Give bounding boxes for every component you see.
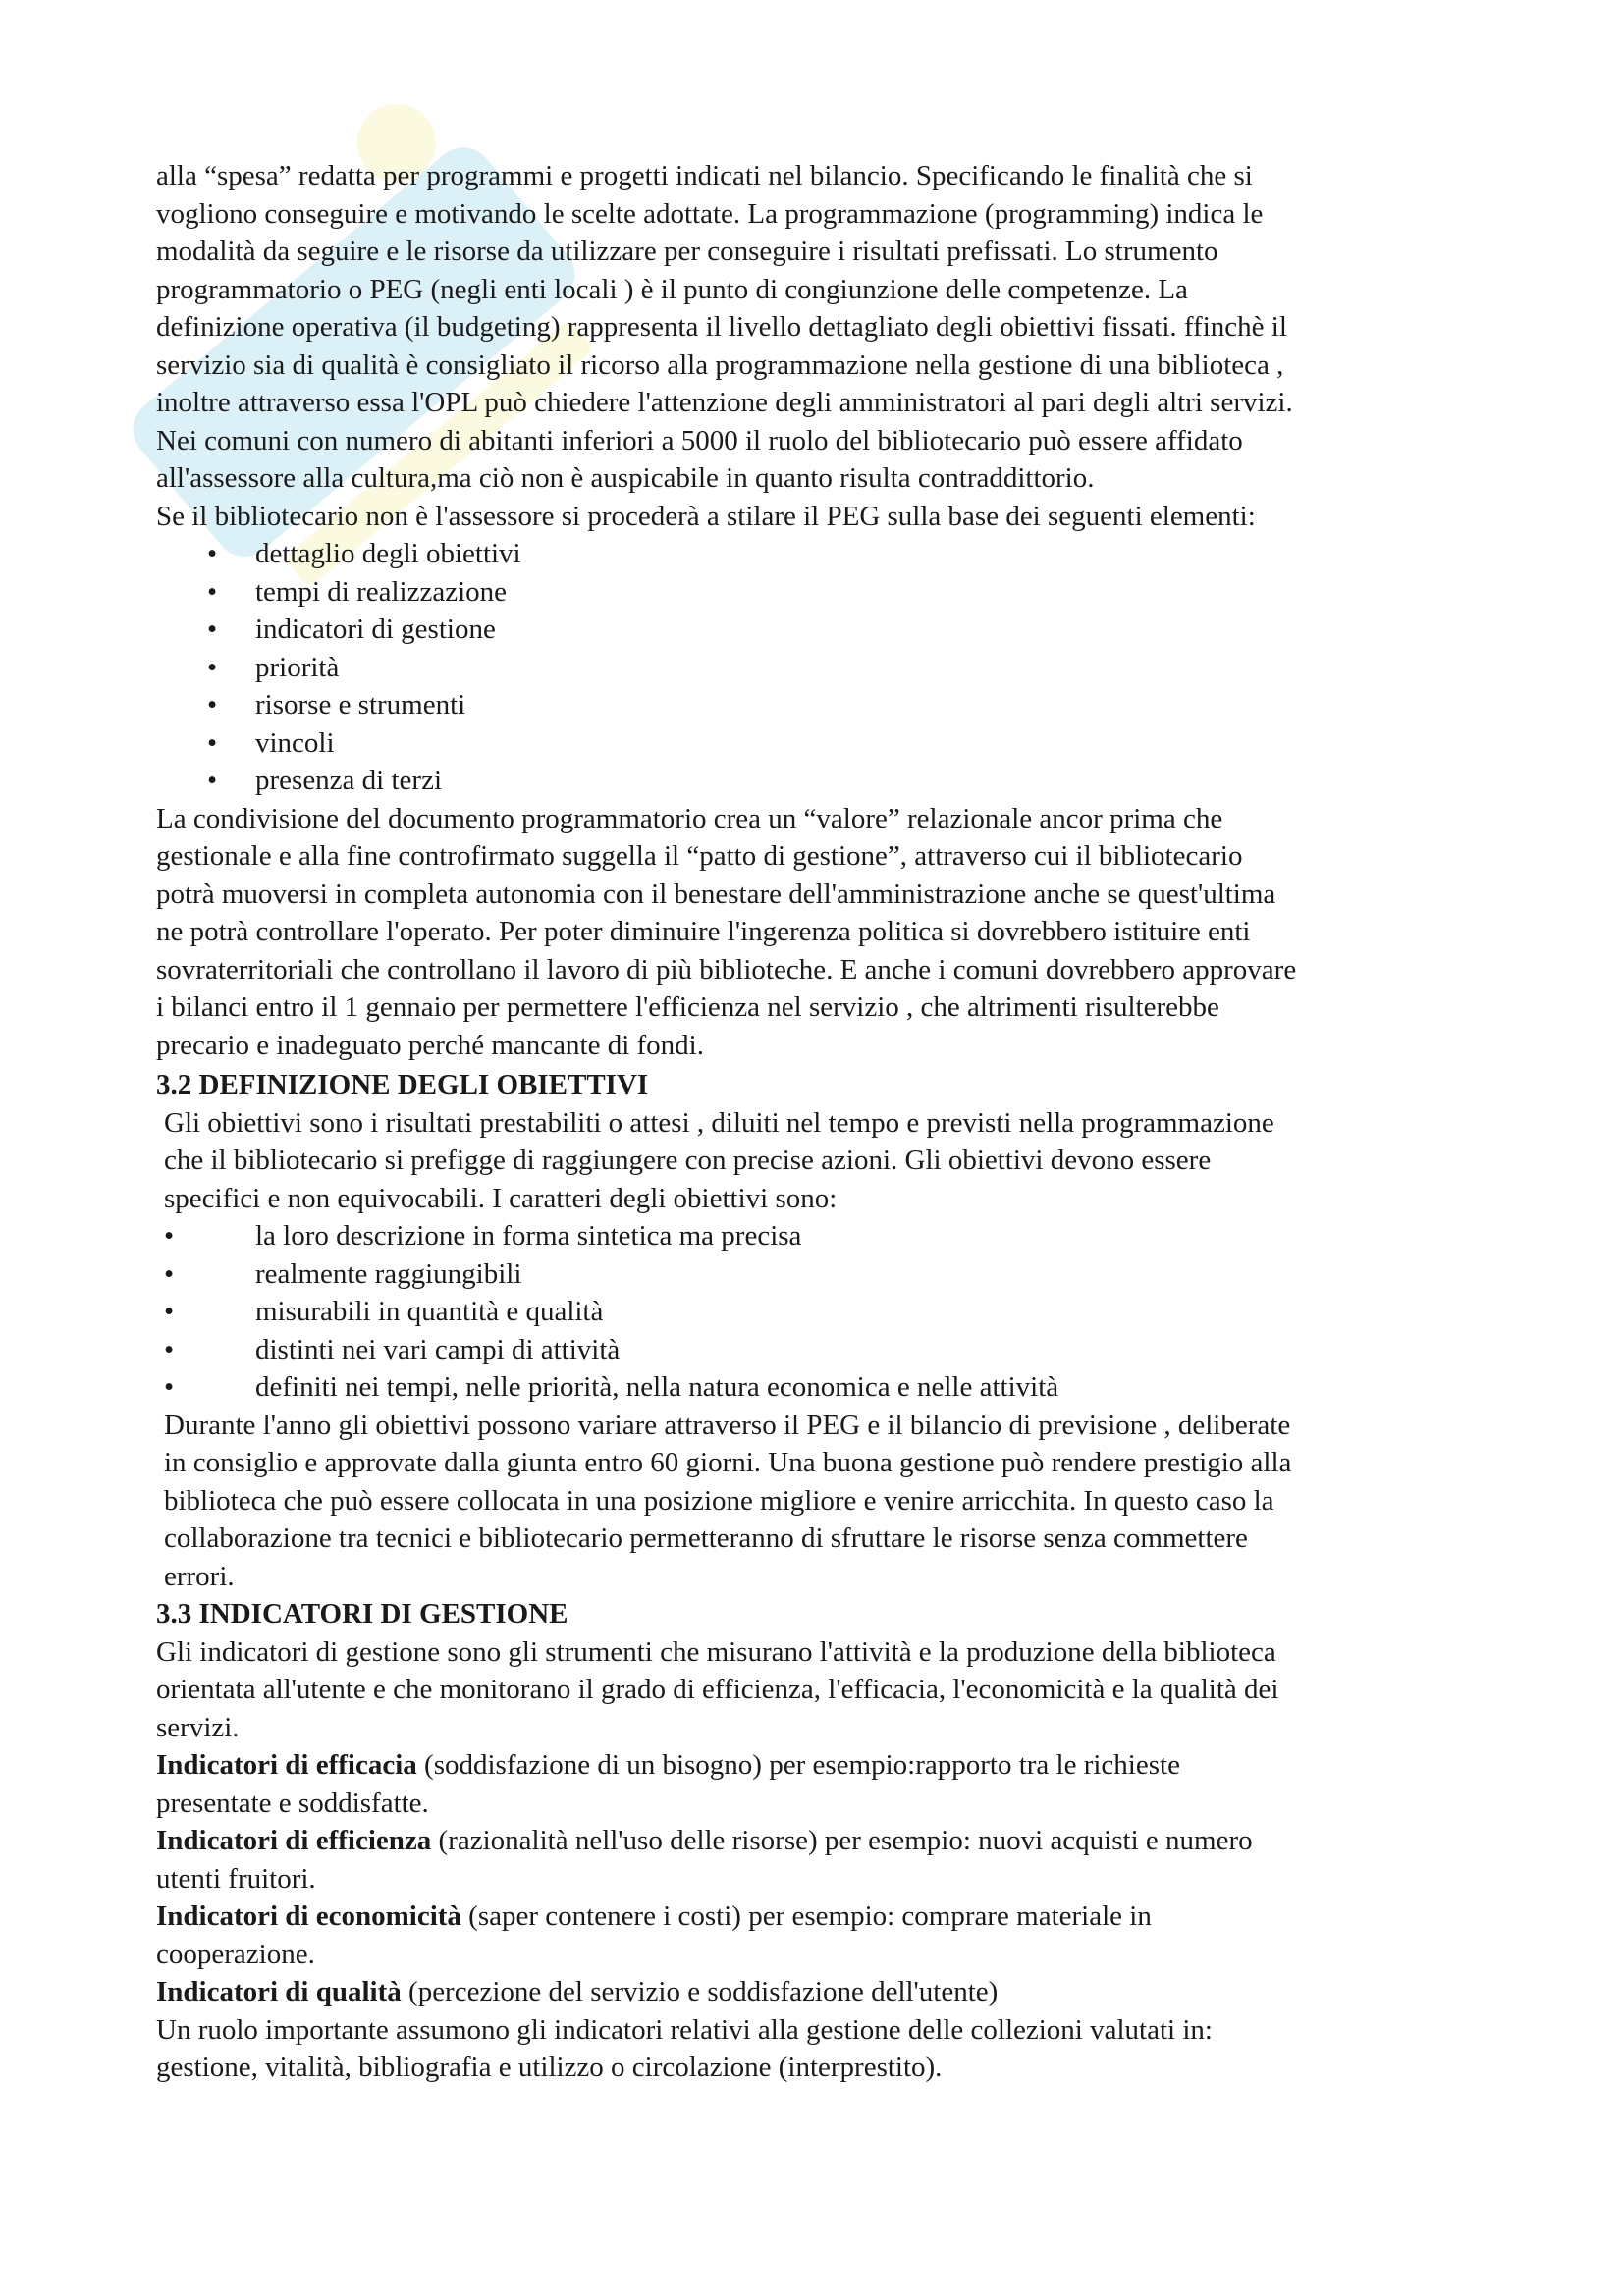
section-heading-3-2: 3.2 DEFINIZIONE DEGLI OBIETTIVI (156, 1069, 649, 1100)
indicator-text: (soddisfazione di un bisogno) per esempio:rapporto tra le richieste (416, 1749, 1180, 1781)
text-line: inoltre attraverso essa l'OPL può chiedere l'attenzione degli amministratori al pari degli altri servizi. (156, 387, 1293, 418)
text-line: Durante l'anno gli obiettivi possono variare attraverso il PEG e il bilancio di previsione , deliberate (164, 1409, 1291, 1441)
list-item: • vincoli (156, 724, 1482, 763)
condivisione-paragraph (156, 800, 1482, 1065)
text-line: definizione operativa (il budgeting) rappresenta il livello dettagliato degli obiettivi fissati. ffinchè il (156, 311, 1287, 343)
text-line: Se il bibliotecario non è l'assessore si procederà a stilare il PEG sulla base dei seguenti elementi: (156, 500, 1256, 532)
text-line: precario e inadeguato perché mancante di fondi. (156, 1029, 704, 1061)
text-line: in consiglio e approvate dalla giunta entro 60 giorni. Una buona gestione può rendere prestigio alla (164, 1447, 1292, 1478)
text-line: gestione, vitalità, bibliografia e utilizzo o circolazione (interprestito). (156, 2052, 943, 2083)
indicatori-outro (156, 2011, 1482, 2087)
text-line (156, 1822, 1482, 1860)
indicator-text: (saper contenere i costi) per esempio: comprare materiale in (460, 1900, 1152, 1932)
indicatori-economicita (156, 1897, 1482, 1973)
text-line (156, 1973, 1482, 2011)
text-line: biblioteca che può essere collocata in una posizione migliore e venire arricchita. In questo caso la (164, 1484, 1274, 1517)
list-item: • indicatori di gestione (156, 611, 1482, 649)
text-line: specifici e non equivocabili. I caratteri degli obiettivi sono: (164, 1182, 838, 1214)
list-item: • presenza di terzi (156, 762, 1482, 800)
text-line: modalità da seguire e le risorse da utilizzare per conseguire i risultati prefissati. Lo strumento (156, 236, 1218, 267)
obiettivi-outro (156, 1407, 1482, 1596)
peg-elements-list (156, 535, 1482, 800)
text-line: servizi. (156, 1711, 240, 1743)
indicator-text: (percezione del servizio e soddisfazione dell'utente) (401, 1976, 999, 2007)
list-item: • dettaglio degli obiettivi (156, 535, 1482, 573)
indicator-label: Indicatori di economicità (156, 1900, 461, 1932)
text-line: orientata all'utente e che monitorano il grado di efficienza, l'efficacia, l'economicità e la qualità dei (156, 1674, 1279, 1705)
text-line: ne potrà controllare l'operato. Per poter diminuire l'ingerenza politica si dovrebbero istituire enti (156, 916, 1251, 947)
list-item: • definiti nei tempi, nelle priorità, nella natura economica e nelle attività (156, 1368, 1482, 1407)
text-line (156, 1746, 1482, 1785)
text-line (156, 1897, 1482, 1936)
indicator-text: (razionalità nell'uso delle risorse) per esempio: nuovi acquisti e numero (431, 1825, 1253, 1856)
list-item: • risorse e strumenti (156, 686, 1482, 724)
text-line: collaborazione tra tecnici e bibliotecario permetteranno di sfruttare le risorse senza commettere (164, 1522, 1248, 1554)
indicatori-qualita (156, 1973, 1482, 2011)
obiettivi-intro (156, 1104, 1482, 1218)
text-line: sovraterritoriali che controllano il lavoro di più biblioteche. E anche i comuni dovrebbero approvare (156, 953, 1297, 986)
text-line: errori. (164, 1560, 235, 1592)
text-line: alla “spesa” redatta per programmi e progetti indicati nel bilancio. Specificando le finalità che si (156, 160, 1253, 191)
list-item: • tempi di realizzazione (156, 573, 1482, 612)
text-line: presentate e soddisfatte. (156, 1787, 429, 1819)
list-item: • distinti nei vari campi di attività (156, 1331, 1482, 1369)
text-line: vogliono conseguire e motivando le scelte adottate. La programmazione (programming) indica le (156, 197, 1264, 230)
text-line: utenti fruitori. (156, 1862, 316, 1895)
list-item: • la loro descrizione in forma sintetica ma precisa (156, 1217, 1482, 1255)
text-line: Nei comuni con numero di abitanti inferiori a 5000 il ruolo del bibliotecario può essere affidato (156, 424, 1243, 456)
text-line: La condivisione del documento programmatorio crea un “valore” relazionale ancor prima che (156, 802, 1223, 834)
list-item: • misurabili in quantità e qualità (156, 1293, 1482, 1331)
text-line: Gli indicatori di gestione sono gli strumenti che misurano l'attività e la produzione della biblioteca (156, 1635, 1276, 1668)
indicatori-intro (156, 1633, 1482, 1747)
document-page (156, 157, 1482, 2087)
caratteri-obiettivi-list (156, 1217, 1482, 1407)
list-item: • priorità (156, 649, 1482, 687)
text-line: cooperazione. (156, 1938, 315, 1970)
intro-paragraph (156, 157, 1482, 535)
text-line: programmatorio o PEG (negli enti locali ) è il punto di congiunzione delle competenze. La (156, 273, 1188, 305)
section-heading-3-3: 3.3 INDICATORI DI GESTIONE (156, 1598, 568, 1629)
text-line: servizio sia di qualità è consigliato il ricorso alla programmazione nella gestione di una biblioteca , (156, 348, 1284, 381)
text-line: all'assessore alla cultura,ma ciò non è auspicabile in quanto risulta contraddittorio. (156, 462, 1095, 494)
text-line: i bilanci entro il 1 gennaio per permettere l'efficienza nel servizio , che altrimenti risulterebbe (156, 991, 1219, 1023)
text-line: che il bibliotecario si prefigge di raggiungere con precise azioni. Gli obiettivi devono essere (164, 1145, 1212, 1176)
indicatori-efficienza (156, 1822, 1482, 1897)
indicator-label: Indicatori di qualità (156, 1976, 402, 2007)
text-line: Gli obiettivi sono i risultati prestabiliti o attesi , diluiti nel tempo e previsti nella programmazione (164, 1106, 1274, 1139)
indicator-label: Indicatori di efficienza (156, 1825, 432, 1856)
indicator-label: Indicatori di efficacia (156, 1749, 417, 1781)
indicatori-efficacia (156, 1746, 1482, 1822)
text-line: Un ruolo importante assumono gli indicatori relativi alla gestione delle collezioni valutati in: (156, 2013, 1213, 2046)
list-item: • realmente raggiungibili (156, 1255, 1482, 1294)
text-line: gestionale e alla fine controfirmato suggella il “patto di gestione”, attraverso cui il bibliotecario (156, 840, 1243, 872)
text-line: potrà muoversi in completa autonomia con il benestare dell'amministrazione anche se quest'ultima (156, 878, 1276, 910)
